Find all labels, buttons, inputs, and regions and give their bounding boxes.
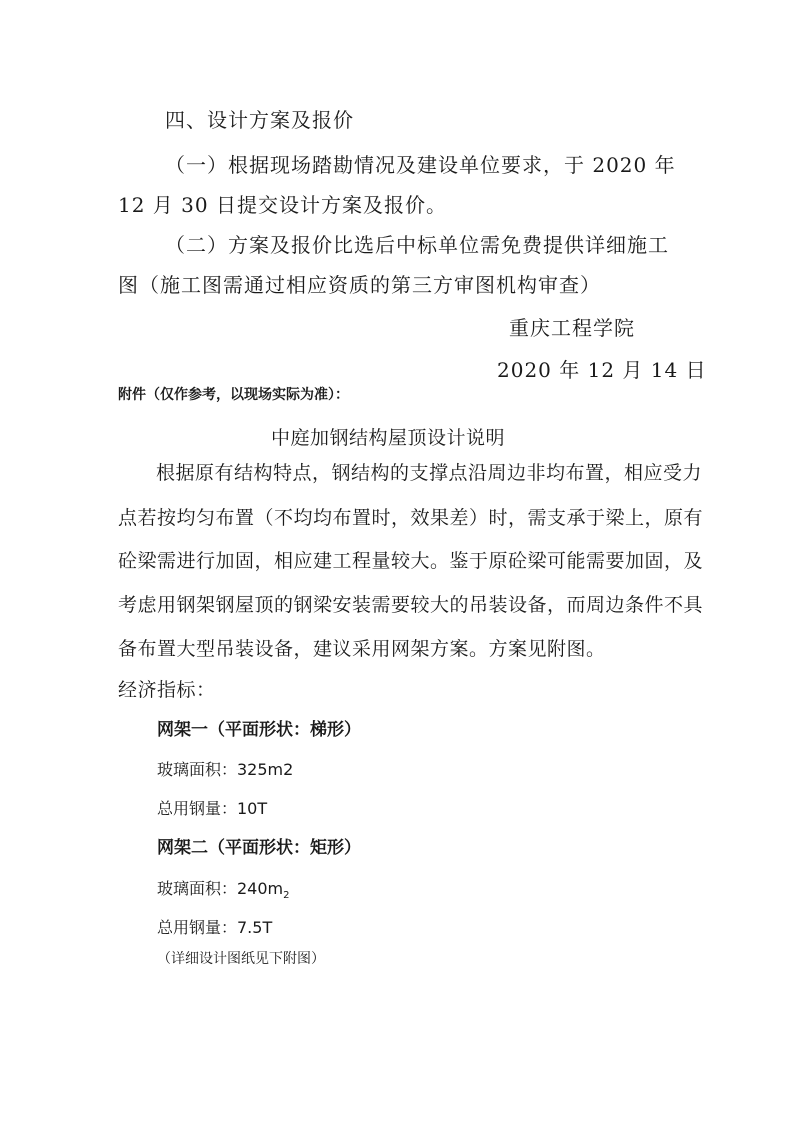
- econ-label: 经济指标：: [118, 679, 216, 701]
- footnote: （详细设计图纸见下附图）: [157, 951, 325, 967]
- grid1-steel: 总用钢量：10T: [157, 799, 268, 818]
- body-line-5: 备布置大型吊装设备，建议采用网架方案。方案见附图。: [118, 638, 606, 660]
- grid1-glass: 玻璃面积：325m2: [157, 760, 294, 779]
- item1-line1: （一）根据现场踏勘情况及建设单位要求，于 2020 年: [165, 153, 676, 177]
- item1-line2: 12 月 30 日提交设计方案及报价。: [118, 193, 447, 217]
- item2-line1: （二）方案及报价比选后中标单位需免费提供详细施工: [165, 233, 669, 257]
- signature-date: 2020 年 12 月 14 日: [497, 358, 707, 382]
- item2-line2: 图（施工图需通过相应资质的第三方审图机构审查）: [118, 273, 601, 297]
- body-line-1: 根据原有结构特点，钢结构的支撑点沿周边非均布置，相应受力: [156, 462, 703, 484]
- grid2-glass-text: 玻璃面积：240m: [157, 879, 284, 898]
- grid2-title: 网架二（平面形状：矩形）: [157, 838, 361, 858]
- grid1-title: 网架一（平面形状：梯形）: [157, 720, 361, 740]
- section-heading: 四、设计方案及报价: [165, 108, 354, 132]
- attachment-title: 中庭加钢结构屋顶设计说明: [271, 427, 506, 449]
- body-line-4: 考虑用钢架钢屋顶的钢梁安装需要较大的吊装设备，而周边条件不具: [118, 594, 704, 616]
- attachment-note: 附件（仅作参考，以现场实际为准）：: [118, 387, 349, 403]
- signature-org: 重庆工程学院: [509, 316, 635, 340]
- body-line-2: 点若按均匀布置（不均均布置时，效果差）时，需支承于梁上，原有: [118, 507, 704, 529]
- grid2-glass-sub: 2: [283, 890, 290, 902]
- grid2-glass: [157, 876, 290, 901]
- grid2-steel: 总用钢量：7.5T: [157, 918, 273, 937]
- body-line-3: 砼梁需进行加固，相应建工程量较大。鉴于原砼梁可能需要加固，及: [118, 550, 704, 572]
